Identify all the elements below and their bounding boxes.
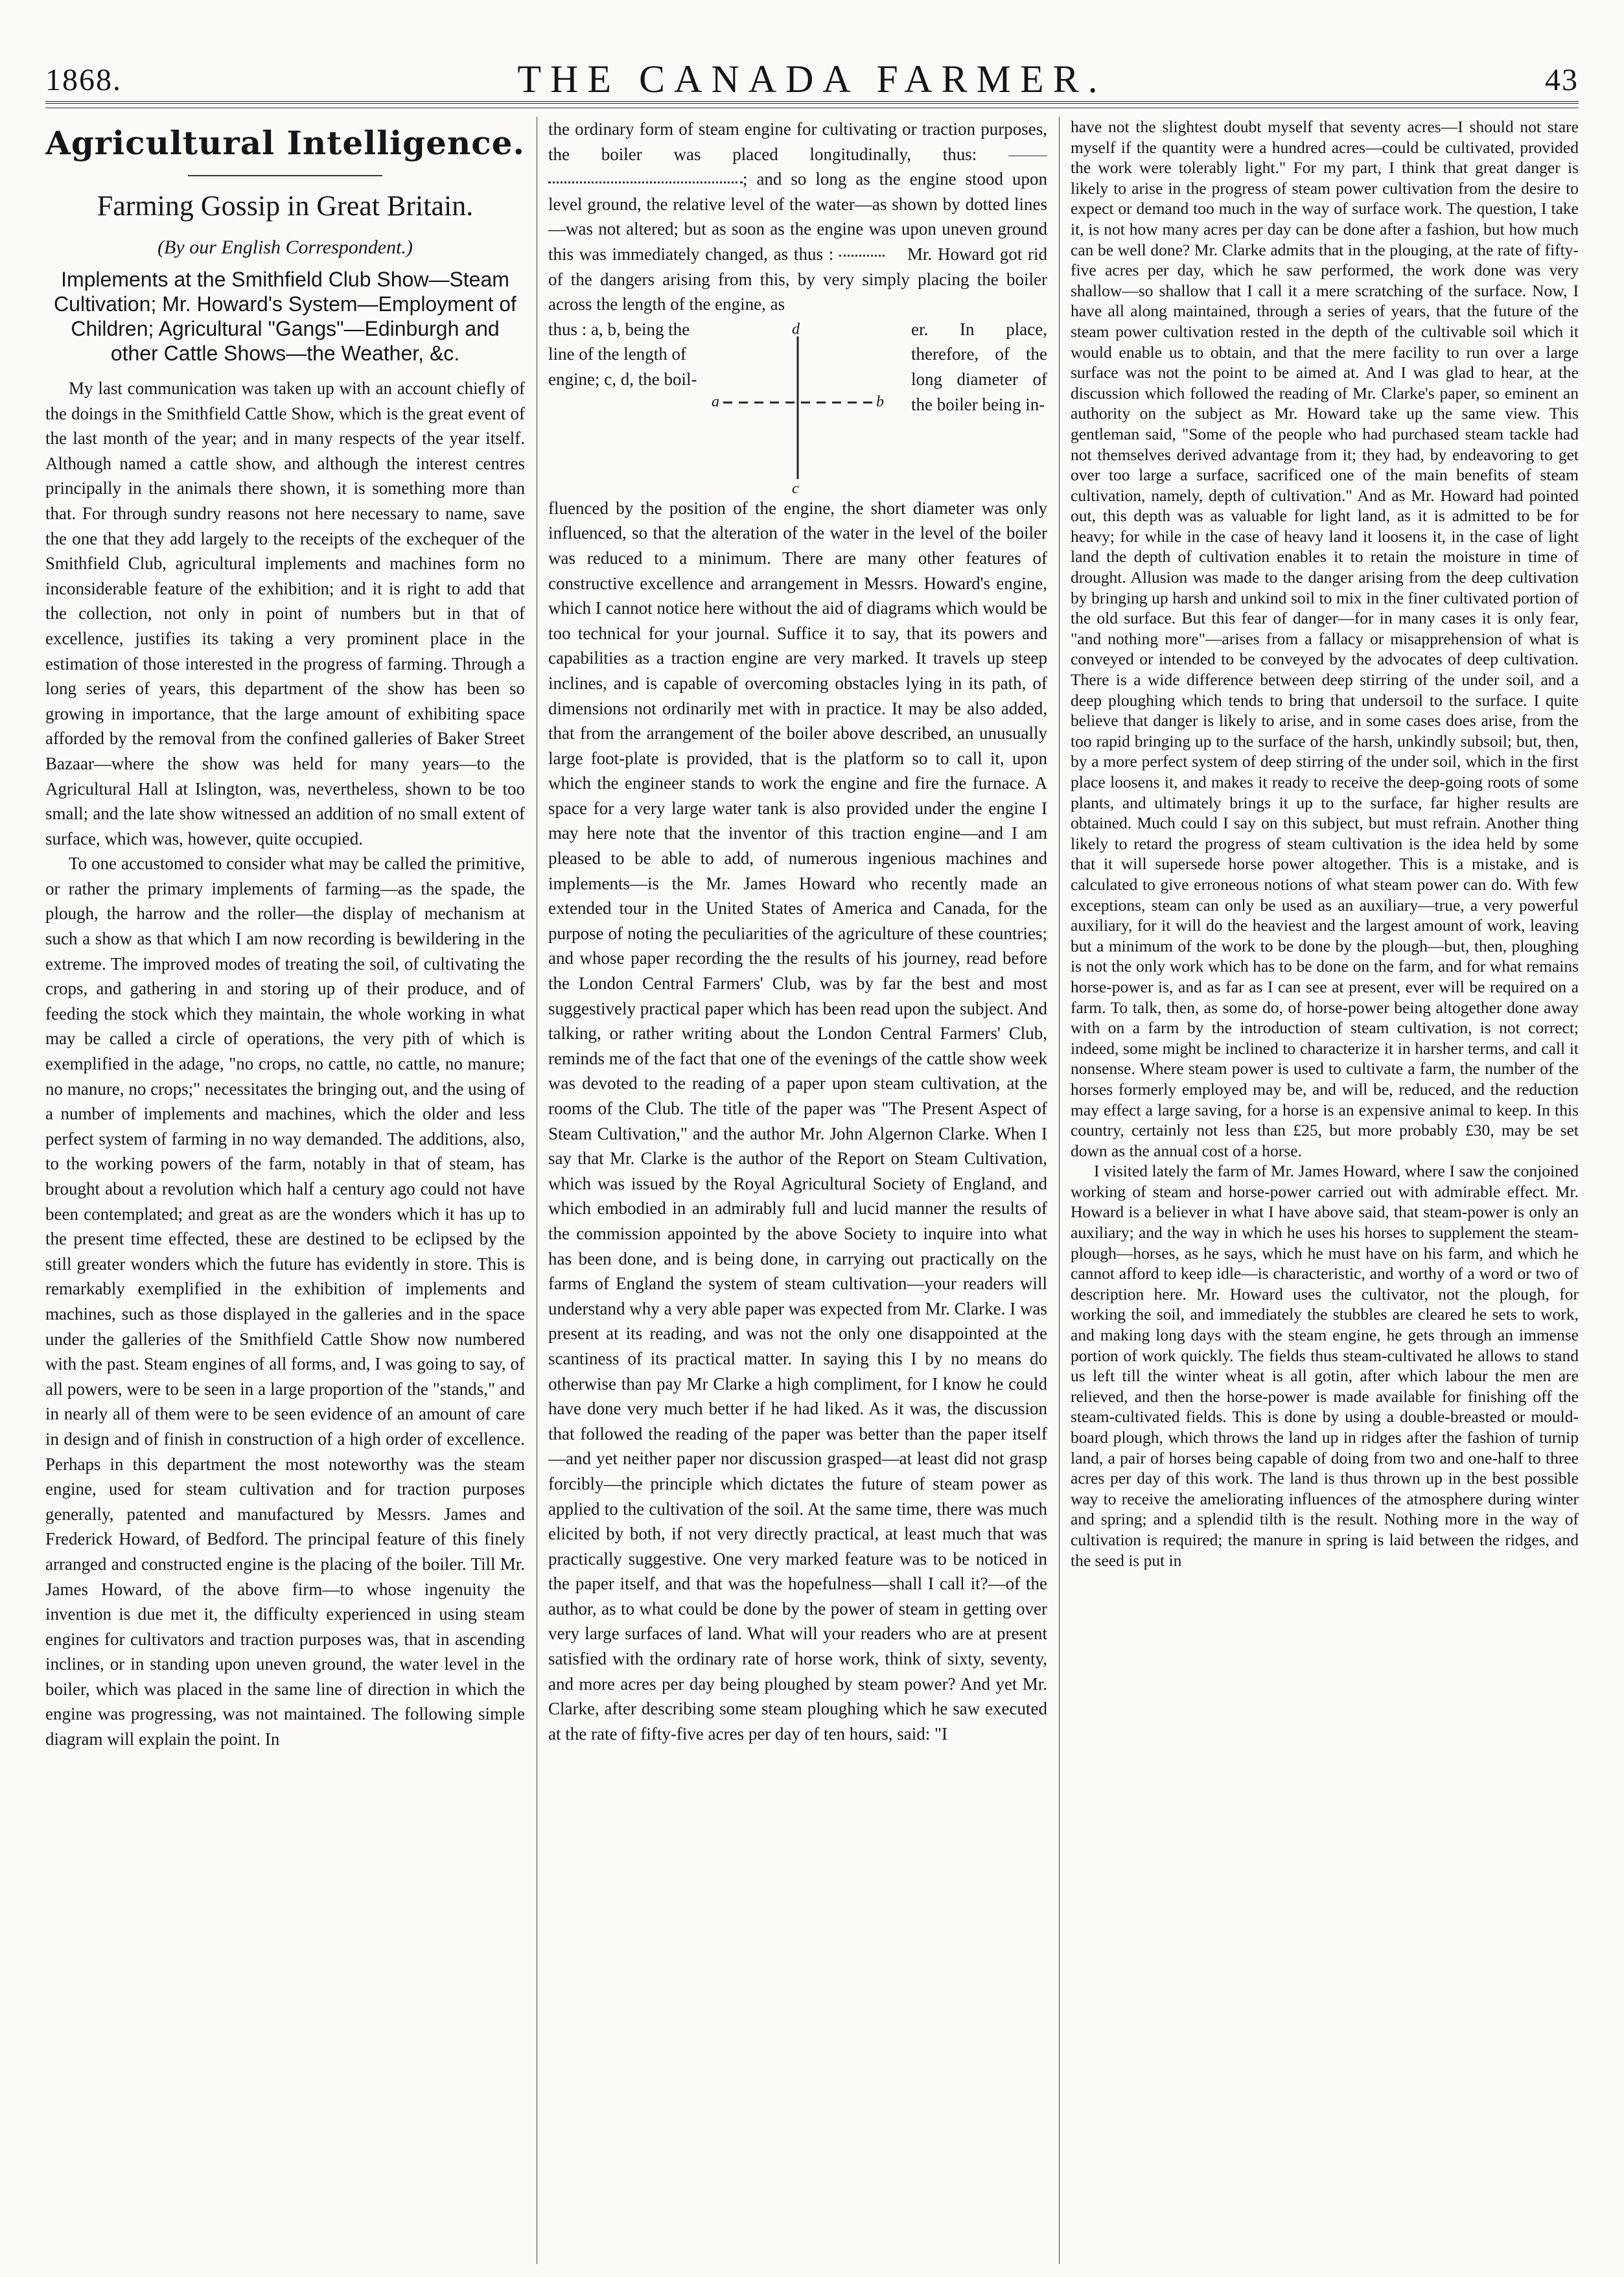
article-title: Farming Gossip in Great Britain. [97, 190, 474, 222]
boiler-cross-diagram-icon [710, 317, 885, 496]
tilted-water-line-icon [839, 255, 885, 257]
paragraph: have not the slightest doubt myself that seventy acres—I should not stare myself if the quantity were a hundred acres—could be cultivated, provided the work were tolerably light." For my part, I think that great danger is likely to arise in the progress of steam power cultivation from the desire to expect or demand too much in the way of surface work. The question, I take it, is not how many acres per day can be done after a fashion, but how much can be well done? Mr. Clarke admits that in the plouging, at the rate of fifty-five acres per day, which he saw performed, the work done was very shallow—so shallow that I call it a mere scratching of the surface. Now, I have all along maintained, through a series of years, that the future of the steam power cultivation rested in the depth of the cultivable soil which it would enable us to obtain, and that the mere facility to run over a large surface was not the point to be aimed at. And I was glad to hear, at the discussion which followed the reading of Mr. Clarke's paper, so eminent an authority on the subject as Mr. Howard take up the same view. This gentleman said, "Some of the people who had purchased steam tackle had not themselves derived advantage from it; they had, by endeavoring to get over too large a surface, sacrificed one of the main benefits of steam cultivation, namely, depth of cultivation." And as Mr. Howard had pointed out, this depth was as valuable for light land, as it is admitted to be for heavy; for while in the case of heavy land it loosens it, in the case of light land the depth of cultivation enables it to retain the moisture in time of drought. Allusion was made to the danger arising from the deep cultivation by bringing up harsh and unkind soil to mix in the finer cultivated portion of the old surface. But this fear of danger—for in many cases it is only fear, "and nothing more"—arises from a fallacy or misapprehension of what is conveyed or intended to be conveyed by the advocates of deep cultivation. There is a wide difference between deep stirring of the under soil, and a deep ploughing which tends to bring that undersoil to the surface. I quite believe that danger is likely to arise, and in some cases does arise, from the too rapid bringing up to the surface of the harsh, unkindly subsoil; but, then, by a more perfect system of deep stirring of the under soil, which in the first place loosens it, and makes it ready to receive the deep-going roots of some plants, and ultimately brings it up to the surface, far higher results are obtained. Much could I say on this subject, but must refrain. Another thing likely to retard the progress of steam cultivation is the idea held by some that it will supersede horse power altogether. This is a mistake, and is calculated to give erroneous notions of what steam power can do. With few exceptions, steam can only be used as an auxiliary—true, a very powerful auxiliary, for it will do the heaviest and the largest amount of work, leaving but a minimum of the work to be done by the plough—but, then, ploughing is not the only work which has to be done on the farm, and for what remains horse-power is, and as far as I can see at present, ever will be required on a farm. To talk, then, as some do, of horse-power being altogether done away with on a farm by the introduction of steam cultivation, is not correct; indeed, some might be inclined to characterize it in harsher terms, and call it nonsense. Where steam power is used to cultivate a farm, the number of the horses formerly employed may be, and will be, reduced, and the reduction may effect a large saving, for a horse is an expensive animal to keep. In this country, certainly not less than £25, but more probably £30, may be set down as the annual cost of a horse. [1071, 117, 1579, 1160]
section-rule [188, 175, 382, 176]
diagram-label-c: c [792, 480, 799, 496]
page-number: 43 [1545, 63, 1579, 97]
diagram-caption-left: thus : a, b, being the line of the length of engine; c, d, the boil- [548, 319, 697, 389]
column-3 [1071, 117, 1579, 2268]
dotted-water-line-icon [548, 178, 743, 183]
diagram-label-a: a [712, 393, 719, 410]
paragraph: To one accustomed to consider what may be called the primitive, or rather the primary implements of farming—as the spade, the plough, the harrow and the roller—the display of mechanism at such a show as that which I am now recording is bewildering in the extreme. The improved modes of treating the soil, of cultivating the crops, and gathering in and storing up of their produce, and of feeding the stock which they maintain, the whole working in what may be called a circle of operations, the very pith of which is exemplified in the adage, "no crops, no cattle, no cattle, no manure; no manure, no crops;" necessitates the bringing out, and the using of a number of implements and machines, which the older and less perfect system of farming in no way demanded. The additions, also, to the working powers of the farm, notably in that of steam, has brought about a revolution which half a century ago could not have been contemplated; and great as are the wonders which it has up to the present time effected, these are destined to be eclipsed by the still greater wonders which the future has evidently in store. This is remarkably exemplified in the exhibition of implements and machines, such as those displayed in the galleries and in the space under the galleries of the Smithfield Cattle Show now numbered with the past. Steam engines of all forms, and, I was going to say, of all powers, were to be seen in a large proportion of the "stands," and in nearly all of them were to be seen evidence of an amount of care in design and of finish in construction of a high order of excellence. Perhaps in this department the most noteworthy was the steam engine, used for steam cultivation and for traction purposes generally, patented and manufactured by Messrs. James and Frederick Howard, of Bedford. The principal feature of this finely arranged and constructed engine is the placing of the boiler. Till Mr. James Howard, of the above firm—to whose ingenuity the invention is due met it, the difficulty experienced in using steam engines for cultivators and traction purposes was, that in ascending inclines, or in standing upon uneven ground, the water level in the boiler, which was placed in the same line of direction in which the engine was progressing, was not maintained. The following simple diagram will explain the point. In [45, 854, 525, 1749]
diagram-label-b: b [876, 393, 884, 410]
paragraph: I visited lately the farm of Mr. James Howard, where I saw the conjoined working of steam and horse-power carried out with admirable effect. Mr. Howard is a believer in what I have above said, that steam-power is only an auxiliary; and the way in which he uses his horses to supplement the steam-plough—horses, as he says, which he must have on his farm, and which he cannot afford to keep idle—is characteristic, and worthy of a word or two of description here. Mr. Howard uses the cultivator, not the plough, for working the soil, and immediately the stubbles are cleared he sets to work, and making long days with the steam engine, he gets through an immense portion of work quickly. The fields thus steam-cultivated he allows to stand us left till the winter wheat is all gotin, after which labour the men are relieved, and then the horse-power is made available for finishing off the steam-cultivated fields. This is done by using a double-breasted or mould-board plough, which throws the land up in ridges after the fashion of turnip land, a pair of horses being capable of doing from two and one-half to three acres per day of this work. The land is thus thrown up in the best possible way to receive the ameliorating influences of the atmosphere during winter and spring; and a splendid tilth is the result. Nothing more in the way of cultivation is required; the manure in spring is laid between the ridges, and the seed is put in [1071, 1162, 1579, 1570]
article-byline: (By our English Correspondent.) [157, 237, 413, 258]
paragraph: My last communication was taken up with an account chiefly of the doings in the Smithfield Cattle Show, which is the great event of the last month of the year; and in many respects of the year itself. Although named a cattle show, and although the interest centres principally in the animals there shown, it is something more than that. For through sundry reasons not here necessary to name, save the one that they add largely to the receipts of the exchequer of the Smithfield Club, agricultural implements and machines form no inconsiderable feature of the exhibition; and it is right to add that the collection, not only in point of numbers but in that of excellence, justifies its taking a very prominent place in the estimation of those interested in the progress of farming. Through a long series of years, this department of the show has been so growing in importance, that the large amount of exhibiting space afforded by the removal from the confined galleries of Baker Street Bazaar—where the show was held for many years—to the Agricultural Hall at Islington, was, nevertheless, shown to be too small; and the late show witnessed an addition of no small extent of surface, which was, however, quite occupied. [45, 379, 525, 848]
text-run: ; and so long as the engine stood upon level ground, the relative level of the water—as shown by dotted lines—was not altered; but as soon as the engine was upon uneven ground this was immediately changed, as thus : [548, 169, 1047, 264]
boiler-diagram [710, 317, 885, 496]
column-divider [1059, 117, 1060, 2264]
boiler-diagram-block [548, 317, 1047, 496]
newspaper-title: THE CANADA FARMER. [517, 58, 1107, 100]
text-run: the ordinary form of steam engine for cultivating or traction purposes, the boiler was placed longitudinally, thus: [548, 119, 1047, 164]
text-run: Mr. Howard got rid of the dangers arising from this, by very simply placing the boiler across the length of the engine, as [548, 244, 1047, 314]
article-subheads: Implements at the Smithfield Club Show—Steam Cultivation; Mr. Howard's System—Employment of Children; Agricultural "Gangs"—Edinburgh and other Cattle Shows—the Weather, &c. [54, 268, 516, 365]
diagram-label-d: d [792, 320, 800, 338]
diagram-caption-right: er. In place, therefore, of the long diameter of the boiler being in- [911, 319, 1047, 414]
paragraph [548, 117, 1047, 317]
issue-year: 1868. [45, 63, 122, 97]
masthead [45, 39, 1579, 104]
section-heading: Agricultural Intelligence. [45, 124, 525, 162]
column-1 [45, 117, 525, 2268]
paragraph: fluenced by the position of the engine, the short diameter was only influenced, so that the alteration of the water in the level of the boiler was reduced to a minimum. There are many other features of constructive excellence and arrangement in Messrs. Howard's engine, which I cannot notice here without the aid of diagrams which would be too technical for your journal. Suffice it to say, that its powers and capabilities as a traction engine are very marked. It travels up steep inclines, and is capable of overcoming obstacles lying in its path, of dimensions not ordinarily met with in practice. It may be also added, that from the arrangement of the boiler above described, an unusually large foot-plate is provided, that is the platform so to call it, upon which the engineer stands to work the engine and fire the furnace. A space for a very large water tank is also provided under the engine I may here note that the inventor of this traction engine—and I am pleased to be able to add, of numerous ingenious machines and implements—is the Mr. James Howard who recently made an extended tour in the United States of America and Canada, for the purpose of noting the peculiarities of the agriculture of these countries; and whose paper recording the the results of his journey, read before the London Central Farmers' Club, was by far the best and most suggestively practical paper which has been read upon the subject. And talking, or rather writing about the London Central Farmers' Club, reminds me of the fact that one of the evenings of the cattle show week was devoted to the reading of a paper upon steam cultivation, at the rooms of the Club. The title of the paper was "The Present Aspect of Steam Cultivation," and the author Mr. John Algernon Clarke. When I say that Mr. Clarke is the author of the Report on Steam Cultivation, which was issued by the Royal Agricultural Society of England, and which embodied in an admirably full and lucid manner the results of the commission appointed by the above Society to inquire into what has been done, and is being done, in carrying out practically on the farms of England the system of steam cultivation—your readers will understand why a very able paper was expected from Mr. Clarke. I was present at its reading, and was not the only one disappointed at the scantiness of its practical matter. In saying this I by no means do otherwise than pay Mr Clarke a high compliment, for I know he could have done very much better if he had liked. As it was, the discussion that followed the reading of the paper was better than the paper itself—and yet neither paper nor discussion grasped—at least did not grasp forcibly—the principle which dictates the future of steam power as applied to the cultivation of the soil. At the same time, there was much elicited by both, if not very directly practical, at least much that was practically suggestive. One very marked feature was to be noticed in the paper itself, and that was the hopefulness—shall I call it?—of the author, as to what could be done by the power of steam in getting over very large surfaces of land. What will your readers who are at present satisfied with the ordinary rate of horse work, think of sixty, seventy, and more acres per day being ploughed by steam power? And yet Mr. Clarke, after describing some steam ploughing which he saw executed at the rate of fifty-five acres per day of ten hours, said: "I [548, 498, 1047, 1744]
column-2 [548, 117, 1047, 2268]
